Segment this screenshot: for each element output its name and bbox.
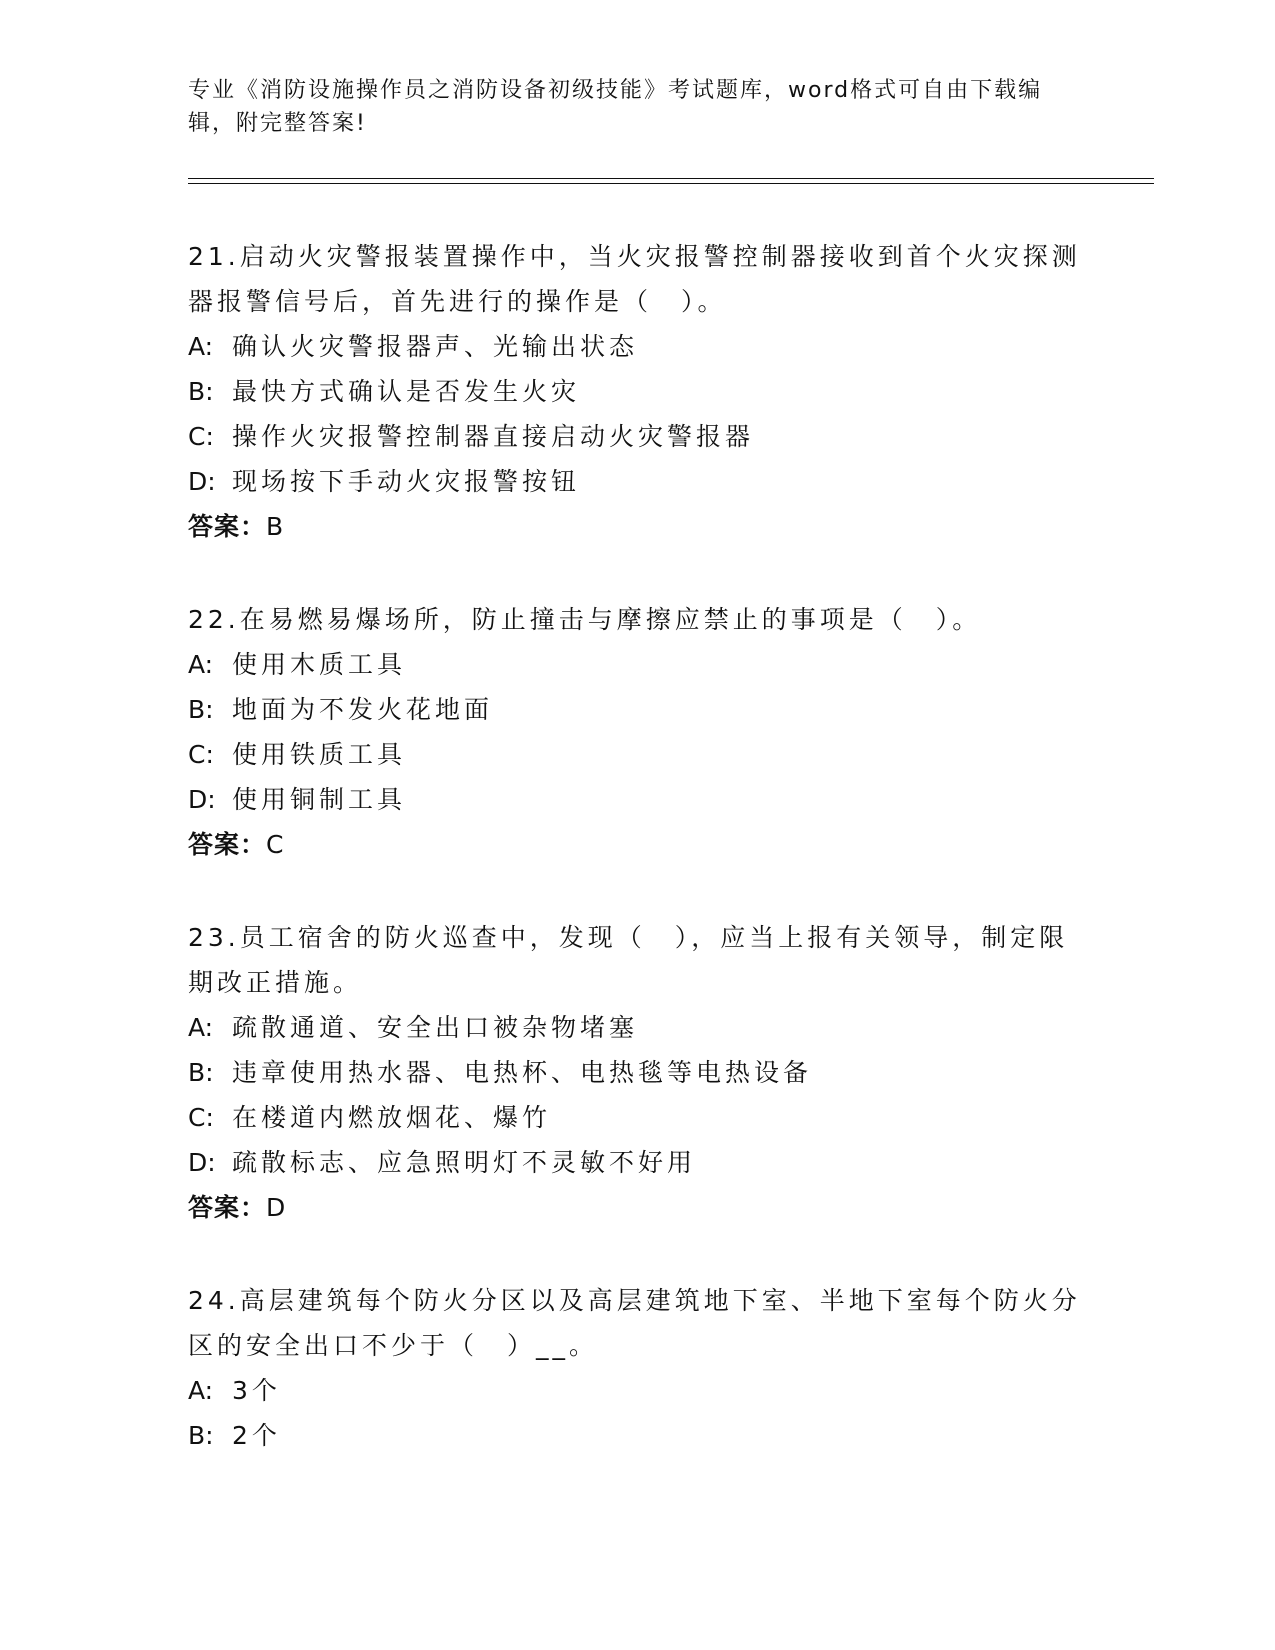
option-letter: C: [188, 1103, 214, 1132]
option-text: 2个 [232, 1421, 281, 1450]
option-b [188, 687, 1088, 732]
answer-label: 答案： [188, 1193, 267, 1222]
question-stem: 23.员工宿舍的防火巡查中，发现（ ），应当上报有关领导，制定限期改正措施。 [188, 923, 1069, 997]
answer-value: D [266, 1193, 287, 1222]
question-24 [188, 1278, 1088, 1458]
header-divider-bottom [188, 183, 1154, 184]
option-letter: B: [188, 1421, 214, 1450]
option-a [188, 642, 1088, 687]
answer-value: B [266, 512, 285, 541]
answer-label: 答案： [188, 830, 267, 859]
option-d [188, 777, 1088, 822]
answer-line [188, 1185, 1088, 1230]
option-letter: A: [188, 1376, 214, 1405]
answer-line [188, 504, 1088, 549]
option-c [188, 1095, 1088, 1140]
option-b [188, 1050, 1088, 1095]
option-letter: A: [188, 650, 214, 679]
option-b [188, 1413, 1088, 1458]
question-stem: 22.在易燃易爆场所，防止撞击与摩擦应禁止的事项是（ ）。 [188, 605, 982, 634]
option-a [188, 1005, 1088, 1050]
option-d [188, 459, 1088, 504]
question-23 [188, 915, 1088, 1230]
option-text: 确认火灾警报器声、光输出状态 [232, 332, 639, 361]
option-letter: B: [188, 695, 214, 724]
option-letter: A: [188, 332, 214, 361]
answer-value: C [266, 830, 285, 859]
question-stem: 21.启动火灾警报装置操作中，当火灾报警控制器接收到首个火灾探测器报警信号后，首先进行的操作是（ ）。 [188, 242, 1081, 316]
option-letter: B: [188, 377, 214, 406]
question-stem: 24.高层建筑每个防火分区以及高层建筑地下室、半地下室每个防火分区的安全出口不少于（ ）__。 [188, 1286, 1081, 1360]
option-letter: C: [188, 740, 214, 769]
question-21 [188, 234, 1088, 549]
option-text: 最快方式确认是否发生火灾 [232, 377, 581, 406]
option-text: 在楼道内燃放烟花、爆竹 [232, 1103, 552, 1132]
option-letter: B: [188, 1058, 214, 1087]
option-text: 疏散标志、应急照明灯不灵敏不好用 [232, 1148, 697, 1177]
option-b [188, 369, 1088, 414]
option-text: 3个 [232, 1376, 281, 1405]
option-text: 使用木质工具 [232, 650, 407, 679]
option-text: 疏散通道、安全出口被杂物堵塞 [232, 1013, 639, 1042]
option-letter: D: [188, 467, 216, 496]
option-letter: C: [188, 422, 214, 451]
option-text: 现场按下手动火灾报警按钮 [232, 467, 581, 496]
option-letter: D: [188, 1148, 216, 1177]
option-letter: A: [188, 1013, 214, 1042]
option-a [188, 324, 1088, 369]
option-d [188, 1140, 1088, 1185]
option-text: 地面为不发火花地面 [232, 695, 494, 724]
option-c [188, 732, 1088, 777]
option-text: 使用铁质工具 [232, 740, 407, 769]
option-a [188, 1368, 1088, 1413]
question-22 [188, 597, 1088, 867]
option-text: 使用铜制工具 [232, 785, 407, 814]
option-text: 操作火灾报警控制器直接启动火灾警报器 [232, 422, 755, 451]
option-c [188, 414, 1088, 459]
document-header: 专业《消防设施操作员之消防设备初级技能》考试题库，word格式可自由下载编辑，附完整答案! [188, 78, 1043, 136]
header-divider-top [188, 178, 1154, 179]
answer-line [188, 822, 1088, 867]
answer-label: 答案： [188, 512, 267, 541]
option-letter: D: [188, 785, 216, 814]
option-text: 违章使用热水器、电热杯、电热毯等电热设备 [232, 1058, 813, 1087]
